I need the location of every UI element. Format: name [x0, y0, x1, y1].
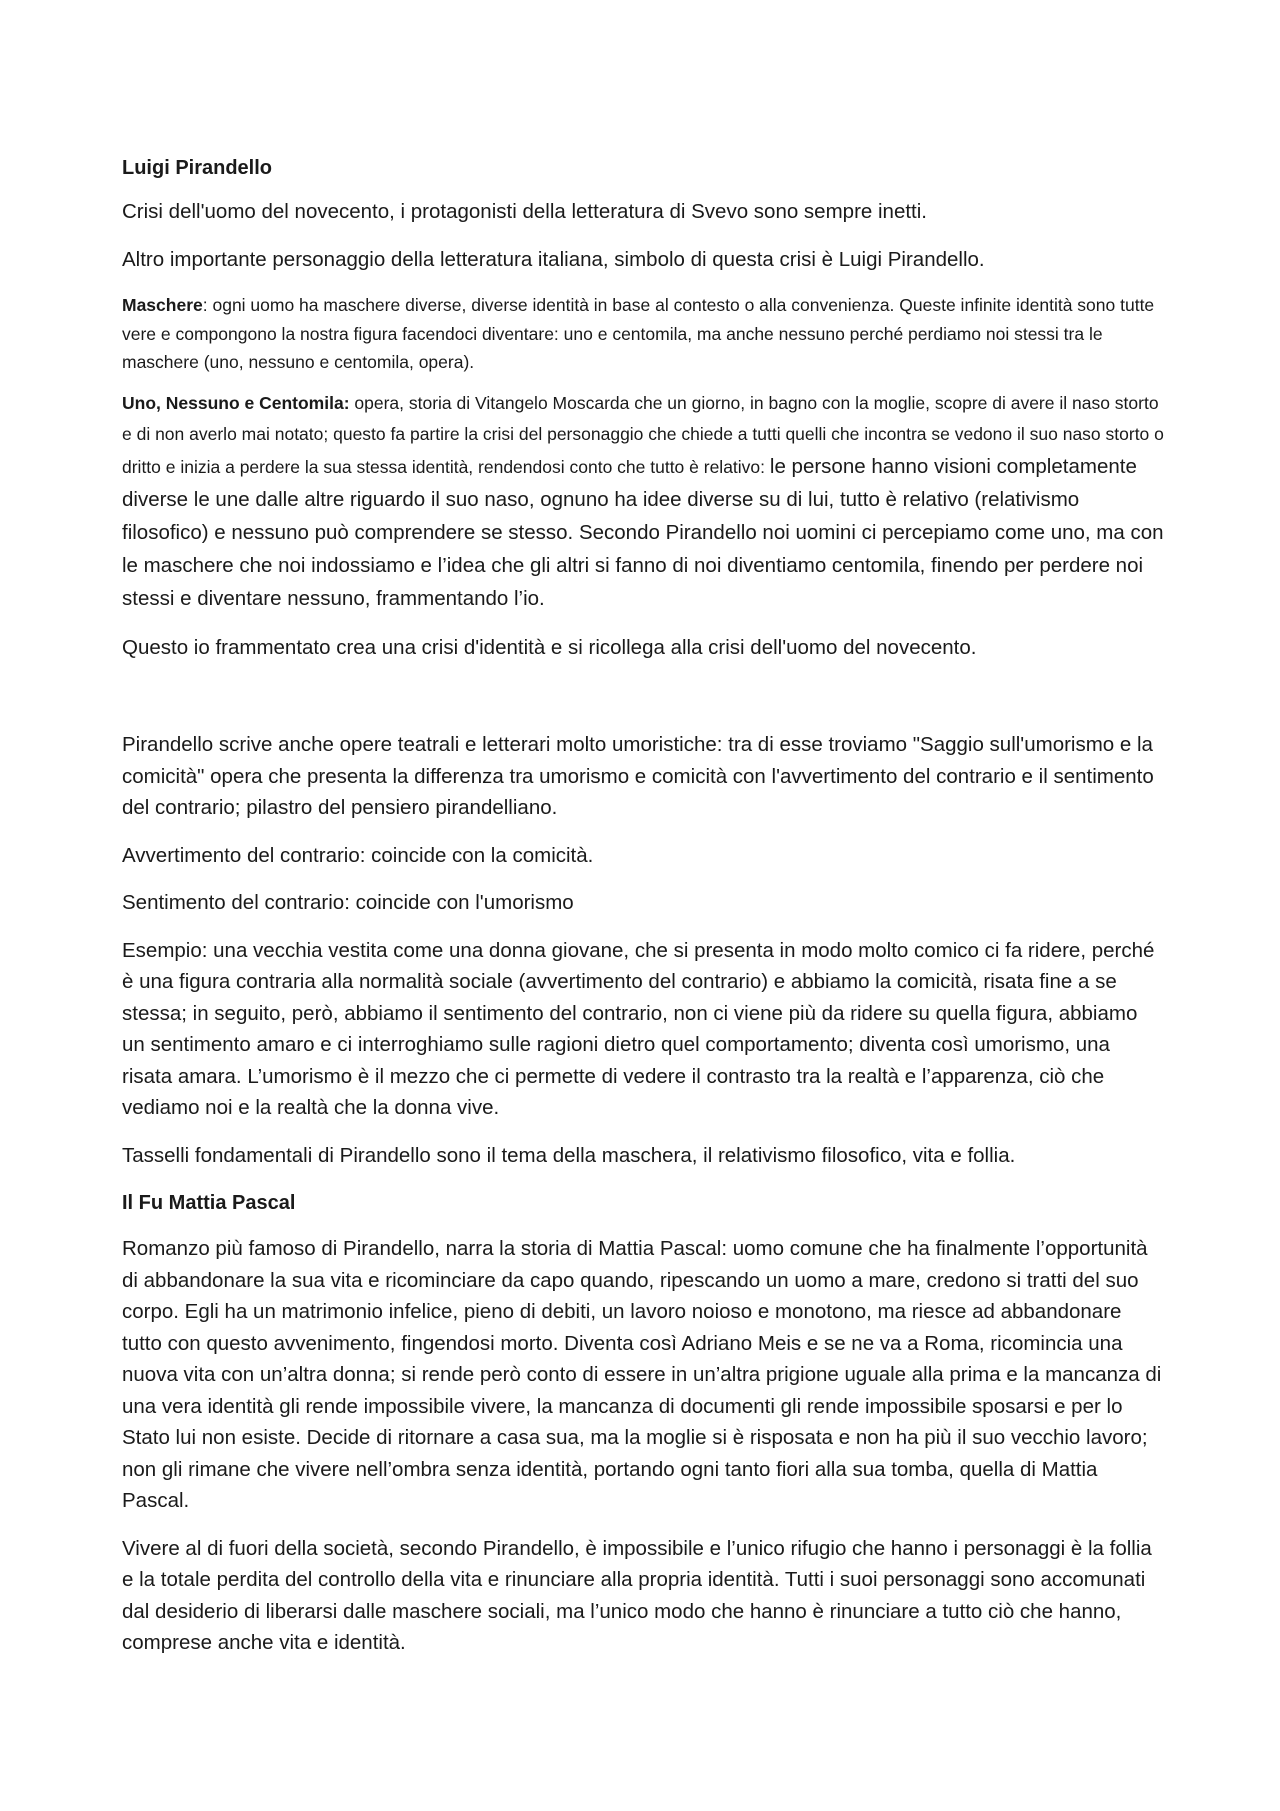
paragraph-crisi: Crisi dell'uomo del novecento, i protagonisti della letteratura di Svevo sono sempre inetti. [122, 200, 927, 223]
paragraph-io-frammentato: Questo io frammentato crea una crisi d'identità e si ricollega alla crisi dell'uomo del novecento. [122, 635, 977, 659]
paragraph-maschere [122, 291, 1164, 377]
blank-line [122, 679, 1164, 729]
maschere-text: : ogni uomo ha maschere diverse, diverse identità in base al contesto o alla convenienza. Queste infinite identità sono tutte vere e compongono la nostra figura facendoci diventare: uno e centomila, ma anche nessuno perché perdiamo noi stessi tra le maschere (uno, nessuno e centomila, opera). [122, 295, 1155, 372]
paragraph-opere-teatrali: Pirandello scrive anche opere teatrali e letterari molto umoristiche: tra di esse troviamo "Saggio sull'umorismo e la comicità" opera che presenta la differenza tra umorismo e comicità con l'avvertimento del contrario e il sentimento del contrario; pilastro del pensiero pirandelliano. [122, 733, 1154, 819]
maschere-label: Maschere [122, 295, 203, 315]
uno-nessuno-text-large: le persone hanno visioni completamente diverse le une dalle altre riguardo il suo naso, ognuno ha idee diverse su di lui, tutto è relativo (relativismo filosofico) e nessuno può comprendere se stesso. Secondo Pirandello noi uomini ci percepiamo come uno, ma con le maschere che noi indossiamo e l’idea che gli altri si fanno di noi diventiamo centomila, finendo per perdere noi stessi e diventare nessuno, frammentando l’io. [122, 454, 1164, 610]
paragraph-tasselli: Tasselli fondamentali di Pirandello sono il tema della maschera, il relativismo filosofico, vita e follia. [122, 1143, 1016, 1167]
paragraph-sentimento: Sentimento del contrario: coincide con l'umorismo [122, 891, 574, 914]
document-title: Luigi Pirandello [122, 157, 273, 179]
paragraph-avvertimento: Avvertimento del contrario: coincide con la comicità. [122, 843, 594, 867]
paragraph-esempio: Esempio: una vecchia vestita come una donna giovane, che si presenta in modo molto comico ci fa ridere, perché è una figura contraria alla normalità sociale (avvertimento del contrario) e abbiamo la comicità, risata fine a se stessa; in seguito, però, abbiamo il sentimento del contrario, non ci viene più da ridere su quella figura, abbiamo un sentimento amaro e ci interroghiamo sulle ragioni dietro quel comportamento; diventa così umorismo, una risata amara. L’umorismo è il mezzo che ci permette di vedere il contrasto tra la realtà e l’apparenza, ciò che vediamo noi e la realtà che la donna vive. [122, 938, 1155, 1119]
uno-nessuno-text-small: opera, storia di Vitangelo Moscarda che un giorno, in bagno con la moglie, scopre di avere il naso storto e di non averlo mai notato; questo fa partire la crisi del personaggio che chiede a tutti quelli che incontra se vedono il suo naso storto o dritto e inizia a perdere la sua stessa identità, rendendosi conto che tutto è relativo: [122, 392, 1164, 477]
section-heading-mattia-pascal: Il Fu Mattia Pascal [122, 1192, 296, 1214]
paragraph-uno-nessuno [122, 389, 1164, 616]
paragraph-altro: Altro importante personaggio della letteratura italiana, simbolo di questa crisi è Luigi Pirandello. [122, 247, 985, 271]
uno-nessuno-label: Uno, Nessuno e Centomila: [122, 392, 350, 413]
paragraph-vivere: Vivere al di fuori della società, secondo Pirandello, è impossibile e l’unico rifugio che hanno i personaggi è la follia e la totale perdita del controllo della vita e rinunciare alla propria identità. Tutti i suoi personaggi sono accomunati dal desiderio di liberarsi dalle maschere sociali, ma l’unico modo che hanno è rinunciare a tutto ciò che hanno, comprese anche vita e identità. [122, 1536, 1152, 1654]
paragraph-romanzo: Romanzo più famoso di Pirandello, narra la storia di Mattia Pascal: uomo comune che ha finalmente l’opportunità di abbandonare la sua vita e ricominciare da capo quando, ripescando un uomo a mare, credono si tratti del suo corpo. Egli ha un matrimonio infelice, pieno di debiti, un lavoro noioso e monotono, ma riesce ad abbandonare tutto con questo avvenimento, fingendosi morto. Diventa così Adriano Meis e se ne va a Roma, ricomincia una nuova vita con un’altra donna; si rende però conto di essere in un’altra prigione uguale alla prima e la mancanza di una vera identità gli rende impossibile vivere, la mancanza di documenti gli rende impossibile sposarsi e per lo Stato lui non esiste. Decide di ritornare a casa sua, ma la moglie si è risposata e non ha più il suo vecchio lavoro; non gli rimane che vivere nell’ombra senza identità, portando ogni tanto fiori alla sua tomba, quella di Mattia Pascal. [122, 1237, 1162, 1512]
